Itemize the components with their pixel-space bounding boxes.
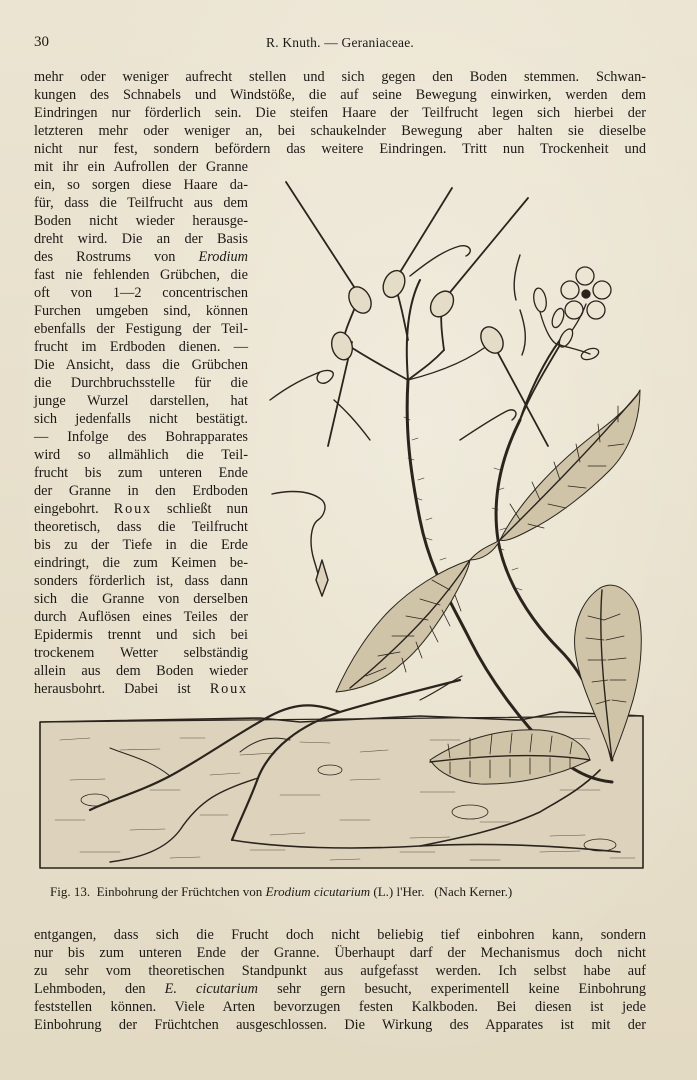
text-line: dreht wird. Die an der Basis — [34, 231, 248, 247]
text-line: sich die Granne von derselben — [34, 591, 248, 607]
text-line: bis zu der Tiefe in die Erde — [34, 537, 248, 553]
text-line: Boden nicht wieder herausge- — [34, 213, 248, 229]
author-name: Roux — [113, 501, 152, 517]
caption-species: Erodium cicutarium — [265, 884, 371, 899]
text-line: nur bis zum unteren Ende der Granne. Überhaupt darf der Mechanismus doch nicht — [34, 945, 646, 961]
text-line: für, dass die Teilfrucht aus dem — [34, 195, 248, 211]
text-run: Lehmboden, den — [34, 981, 165, 997]
text-line: oft von 1—2 concentrischen — [34, 285, 248, 301]
genus-name: Erodium — [198, 249, 248, 265]
text-line: allein aus dem Boden wieder — [34, 663, 248, 679]
text-line: trockenem Wetter selbständig — [34, 645, 248, 661]
erodium-illustration — [38, 176, 648, 876]
text-line: Eindringen nur förderlich sein. Die steifen Haare der Teilfrucht legen sich hierbei der — [34, 105, 646, 121]
text-line: die Durchbruchsstelle für die — [34, 375, 248, 391]
author-name: Roux — [209, 681, 248, 697]
text-line: letzteren mehr oder weniger an, bei schaukelnder Bewegung aber halten sie dieselbe — [34, 123, 646, 139]
loose-seed — [316, 560, 328, 596]
caption-prefix: Fig. 13. Einbohrung der Früchtchen von — [50, 884, 266, 899]
figure-caption — [50, 884, 650, 900]
fruit-capsules — [329, 267, 508, 362]
text-line: Furchen umgeben sind, können — [34, 303, 248, 319]
text-line: ebenfalls der Festigung der Teil- — [34, 321, 248, 337]
text-line: der Granne in den Erdboden — [34, 483, 248, 499]
text-run: des Rostrums von — [34, 249, 199, 265]
text-line: mit ihr ein Aufrollen der Granne — [34, 159, 248, 175]
text-line: frucht im Erdboden dienen. — — [34, 339, 248, 355]
text-line: eindringt, die zum Keimen be- — [34, 555, 248, 571]
text-run: schließt nun — [151, 501, 248, 517]
species-name: E. cicutarium — [164, 981, 258, 997]
fruit-beaks — [286, 182, 548, 446]
page-header — [34, 34, 646, 54]
text-line: Epidermis trennt und sich bei — [34, 627, 248, 643]
text-line: theoretisch, dass die Teilfrucht — [34, 519, 248, 535]
text-line: nicht nur fest, sondern befördern das weitere Eindringen. Tritt nun Trockenheit und — [34, 141, 646, 157]
text-line: fast nie fehlenden Grübchen, die — [34, 267, 248, 283]
text-line: sich jedenfalls nicht bestätigt. — [34, 411, 248, 427]
text-line: frucht bis zum unteren Ende — [34, 465, 248, 481]
page-number: 30 — [34, 34, 49, 50]
text-line: feststellen können. Viele Arten bevorzugen festen Kalkboden. Bei diesen ist jede — [34, 999, 646, 1015]
text-run: herausbohrt. Dabei ist — [34, 681, 210, 697]
flowers — [520, 267, 611, 420]
text-line: Die Ansicht, dass die Grübchen — [34, 357, 248, 373]
text-line: durch Auflösen eines Teiles der — [34, 609, 248, 625]
text-line: ein, so sorgen diese Haare da- — [34, 177, 248, 193]
text-line: entgangen, dass sich die Frucht doch nicht beliebig tief einbohren kann, sondern — [34, 927, 646, 943]
text-line: — Infolge des Bohrapparates — [34, 429, 248, 445]
text-line: zu sehr vom theoretischen Standpunkt aus aufgefasst werden. Ich selbst habe auf — [34, 963, 646, 979]
text-line: Einbohrung der Früchtchen ausgeschlossen. Die Wirkung des Apparates ist mit der — [34, 1017, 646, 1033]
text-run: eingebohrt. — [34, 501, 114, 517]
running-head: R. Knuth. — Geraniaceae. — [266, 35, 414, 50]
caption-suffix: (L.) l'Her. (Nach Kerner.) — [370, 884, 513, 899]
text-run: sehr gern besucht, experimentell keine Einbohrung — [258, 981, 646, 997]
text-line: mehr oder weniger aufrecht stellen und sich gegen den Boden stemmen. Schwan- — [34, 69, 646, 85]
text-line — [34, 980, 646, 998]
text-line: wird so allmählich die Teil- — [34, 447, 248, 463]
text-line: sonders förderlich ist, dass dann — [34, 573, 248, 589]
coiled-awns — [270, 246, 525, 596]
text-line: kungen des Schnabels und Windstöße, die auf seine Bewegung einwirken, werden dem — [34, 87, 646, 103]
text-line: junge Wurzel darstellen, hat — [34, 393, 248, 409]
